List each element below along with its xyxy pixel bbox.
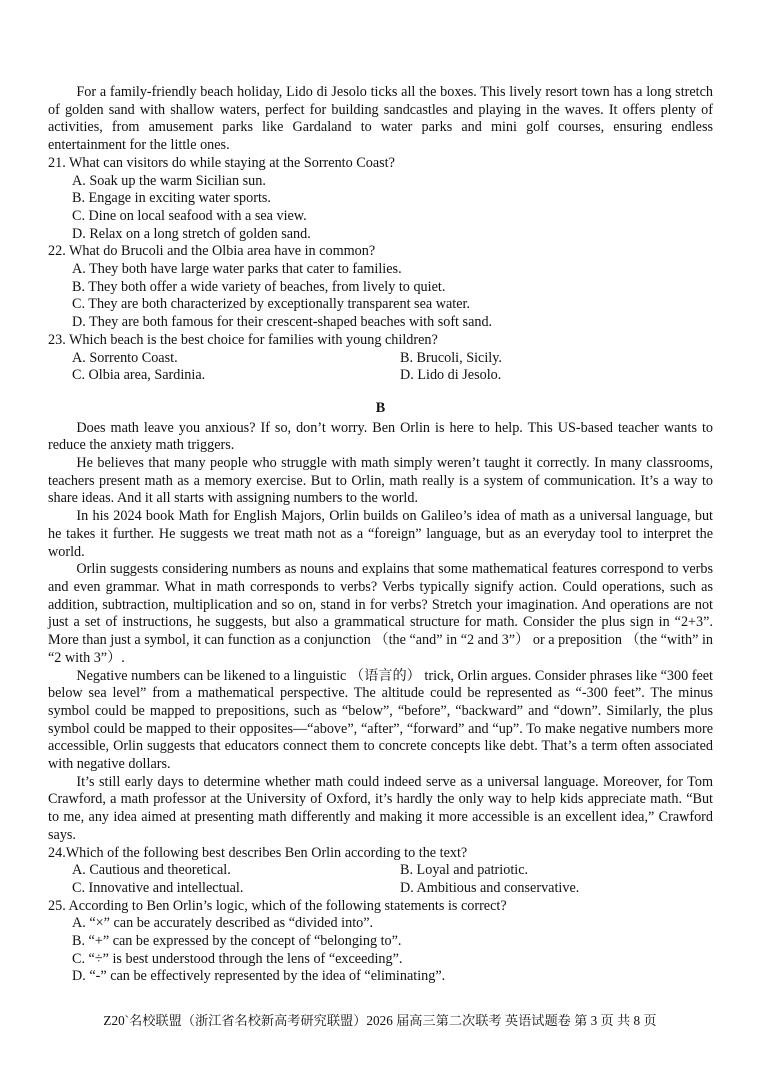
option-b: B. “+” can be expressed by the concept of “belonging to”. xyxy=(72,933,402,950)
question-stem: 23. Which beach is the best choice for families with young children? xyxy=(48,331,438,348)
question-stem: 22. What do Brucoli and the Olbia area have in common? xyxy=(48,243,376,260)
option-b: B. Engage in exciting water sports. xyxy=(72,190,271,207)
question-22 xyxy=(48,243,713,332)
passage-b-paragraph: Negative numbers can be likened to a linguistic （语言的） trick, Orlin argues. Consider phrases like “300 feet below sea level” from a mathematical perspective. The altitude could be represented as “-300 feet”. The minus symbol could be mapped to prepositions, such as “below”, “before”, “backward” and “down”. Similarly, the plus symbol could be mapped to their opposites—“above”, “after”, “forward” and “up”. To make negative numbers more accessible, Orlin suggests that educators connect them to concrete concepts like debt. That’s a term often associated with negative dollars. xyxy=(48,667,713,773)
option-d: D. They are both famous for their crescent-shaped beaches with soft sand. xyxy=(72,314,493,331)
option-c: C. “÷” is best understood through the lens of “exceeding”. xyxy=(72,950,403,967)
option-d: D. Relax on a long stretch of golden sand. xyxy=(72,225,311,242)
passage-b-paragraph: It’s still early days to determine whether math could indeed serve as a universal language. Moreover, for Tom Crawford, a math professor at the University of Oxford, it’s hardly the only way to help kids appreciate math. “But to me, any idea aimed at presenting math differently and making it more accessible is an excellent idea,” Crawford says. xyxy=(48,773,713,843)
option-b: B. They both offer a wide variety of beaches, from lively to quiet. xyxy=(72,278,446,295)
page-content xyxy=(48,84,713,986)
option-c: C. Innovative and intellectual. xyxy=(72,879,244,896)
question-stem: 25. According to Ben Orlin’s logic, which of the following statements is correct? xyxy=(48,897,507,914)
passage-a-paragraph: For a family-friendly beach holiday, Lido di Jesolo ticks all the boxes. This lively resort town has a long stretch of golden sand with shallow waters, perfect for building sandcastles and playing in the waves. It offers plenty of activities, from amusement parks like Gardaland to water parks and mini golf courses, ensuring endless entertainment for the little ones. xyxy=(48,84,713,154)
option-d: D. Lido di Jesolo. xyxy=(400,367,502,384)
option-a: A. Soak up the warm Sicilian sun. xyxy=(72,172,266,189)
option-b: B. Loyal and patriotic. xyxy=(400,862,529,879)
question-stem: 21. What can visitors do while staying at the Sorrento Coast? xyxy=(48,154,395,171)
question-stem: 24.Which of the following best describes Ben Orlin according to the text? xyxy=(48,844,468,861)
option-d: D. Ambitious and conservative. xyxy=(400,879,580,896)
question-23 xyxy=(48,332,713,385)
option-a: A. Sorrento Coast. xyxy=(72,349,178,366)
option-a: A. They both have large water parks that cater to families. xyxy=(72,261,402,278)
options-grid xyxy=(48,350,713,385)
passage-b-paragraph: He believes that many people who struggle with math simply weren’t taught it correctly. In many classrooms, teachers present math as a memory exercise. But to Orlin, math really is a system of communication. It’s a way to share ideas. And it all starts with assigning numbers to the world. xyxy=(48,455,713,507)
page-footer: Z20`名校联盟（浙江省名校新高考研究联盟）2026 届高三第二次联考 英语试题卷 第 3 页 共 8 页 xyxy=(103,1013,657,1028)
option-a: A. Cautious and theoretical. xyxy=(72,862,231,879)
option-c: C. Dine on local seafood with a sea view. xyxy=(72,207,307,224)
passage-b-paragraph: In his 2024 book Math for English Majors, Orlin builds on Galileo’s idea of math as a universal language, but he takes it further. He suggests we treat math not as a “foreign” language, but as an everyday tool to interpret the world. xyxy=(48,508,713,560)
option-c: C. They are both characterized by exceptionally transparent sea water. xyxy=(72,296,470,313)
section-title: B xyxy=(375,399,386,416)
option-d: D. “-” can be effectively represented by the idea of “eliminating”. xyxy=(72,968,446,985)
option-b: B. Brucoli, Sicily. xyxy=(400,349,502,366)
option-c: C. Olbia area, Sardinia. xyxy=(72,367,206,384)
option-a: A. “×” can be accurately described as “divided into”. xyxy=(72,915,374,932)
passage-b-paragraph: Does math leave you anxious? If so, don’t worry. Ben Orlin is here to help. This US-based teacher wants to reduce the anxiety math triggers. xyxy=(48,419,713,454)
question-21 xyxy=(48,155,713,244)
passage-b-paragraph: Orlin suggests considering numbers as nouns and explains that some mathematical features correspond to verbs and even grammar. What in math corresponds to verbs? Verbs typically signify action. Could operations, such as addition, subtraction, multiplication and so on, stand in for verbs? Stretch your imagination. And operations are not just a set of instructions, he suggests, but also a grammatical structure for math. Consider the plus sign in “2+3”. More than just a symbol, it can function as a conjunction （the “and” in “2 and 3”） or a preposition （the “with” in “2 with 3”）. xyxy=(48,561,713,666)
options-grid xyxy=(48,862,713,897)
question-24 xyxy=(48,845,713,898)
question-25 xyxy=(48,898,713,987)
